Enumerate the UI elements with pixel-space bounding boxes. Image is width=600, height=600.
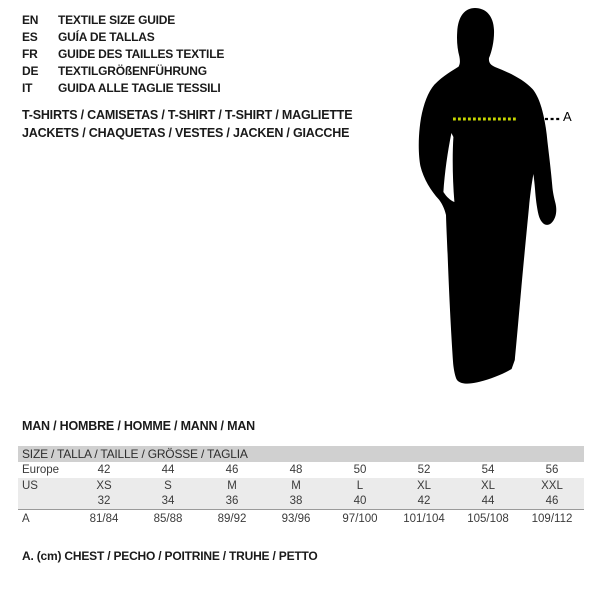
garment-categories xyxy=(22,106,352,142)
table-cell: XS xyxy=(96,479,112,492)
table-cell: XL xyxy=(480,479,496,492)
row-label: A xyxy=(22,512,30,525)
table-cell: 85/88 xyxy=(153,512,183,525)
section-heading-man: MAN / HOMBRE / HOMME / MANN / MAN xyxy=(22,419,255,433)
language-label: GUÍA DE TALLAS xyxy=(58,29,155,44)
table-cell: L xyxy=(356,479,364,492)
language-row-it xyxy=(22,79,224,96)
category-jackets: JACKETS / CHAQUETAS / VESTES / JACKEN / GIACCHE xyxy=(22,126,350,140)
language-code: DE xyxy=(22,63,39,78)
language-label: GUIDA ALLE TAGLIE TESSILI xyxy=(58,80,221,95)
table-row-europe xyxy=(18,462,584,478)
man-silhouette-figure xyxy=(413,2,580,390)
table-cell: 46 xyxy=(545,495,559,507)
table-row-us xyxy=(18,478,584,493)
table-cell: 52 xyxy=(417,464,431,476)
table-cell: 32 xyxy=(97,495,111,507)
table-cell: 40 xyxy=(353,495,367,507)
table-cell: 48 xyxy=(289,464,303,476)
table-cell: 56 xyxy=(545,464,559,476)
language-list xyxy=(22,11,224,96)
category-tshirts: T-SHIRTS / CAMISETAS / T-SHIRT / T-SHIRT / MAGLIETTE xyxy=(22,108,353,122)
table-cell: 101/104 xyxy=(403,512,445,525)
table-cell: 97/100 xyxy=(342,512,378,525)
table-row-a-chest xyxy=(18,509,584,527)
language-label: TEXTILGRÖßENFÜHRUNG xyxy=(58,63,207,78)
size-table-header: SIZE / TALLA / TAILLE / GRÖSSE / TAGLIA xyxy=(18,446,584,462)
table-cell: 36 xyxy=(225,495,239,507)
table-cell: XL xyxy=(416,479,432,492)
language-row-fr xyxy=(22,45,224,62)
table-cell: 46 xyxy=(225,464,239,476)
size-table xyxy=(18,446,584,527)
language-row-en xyxy=(22,11,224,28)
table-cell: S xyxy=(164,479,172,492)
row-label: Europe xyxy=(22,464,60,476)
table-cell: 81/84 xyxy=(89,512,119,525)
measurement-a-label: A xyxy=(563,109,572,124)
table-cell: 50 xyxy=(353,464,367,476)
measurement-footnote: A. (cm) CHEST / PECHO / POITRINE / TRUHE / PETTO xyxy=(22,549,318,563)
table-cell: 93/96 xyxy=(281,512,311,525)
table-cell: 44 xyxy=(481,495,495,507)
row-label: US xyxy=(22,479,38,492)
table-cell: 109/112 xyxy=(531,512,573,525)
table-cell: 54 xyxy=(481,464,495,476)
language-label: TEXTILE SIZE GUIDE xyxy=(58,12,176,27)
language-code: ES xyxy=(22,29,38,44)
table-cell: 34 xyxy=(161,495,175,507)
language-label: GUIDE DES TAILLES TEXTILE xyxy=(58,46,225,61)
man-silhouette xyxy=(413,2,580,390)
language-row-de xyxy=(22,62,224,79)
language-code: IT xyxy=(22,80,33,95)
table-cell: 42 xyxy=(417,495,431,507)
table-row-numeric xyxy=(18,493,584,509)
table-cell: XXL xyxy=(541,479,563,492)
language-row-es xyxy=(22,28,224,45)
table-cell: M xyxy=(291,479,301,492)
table-cell: 105/108 xyxy=(467,512,509,525)
table-cell: 89/92 xyxy=(217,512,247,525)
language-code: FR xyxy=(22,46,38,61)
language-code: EN xyxy=(22,12,39,27)
table-cell: 38 xyxy=(289,495,303,507)
table-cell: 42 xyxy=(97,464,111,476)
table-cell: 44 xyxy=(161,464,175,476)
table-cell: M xyxy=(227,479,237,492)
